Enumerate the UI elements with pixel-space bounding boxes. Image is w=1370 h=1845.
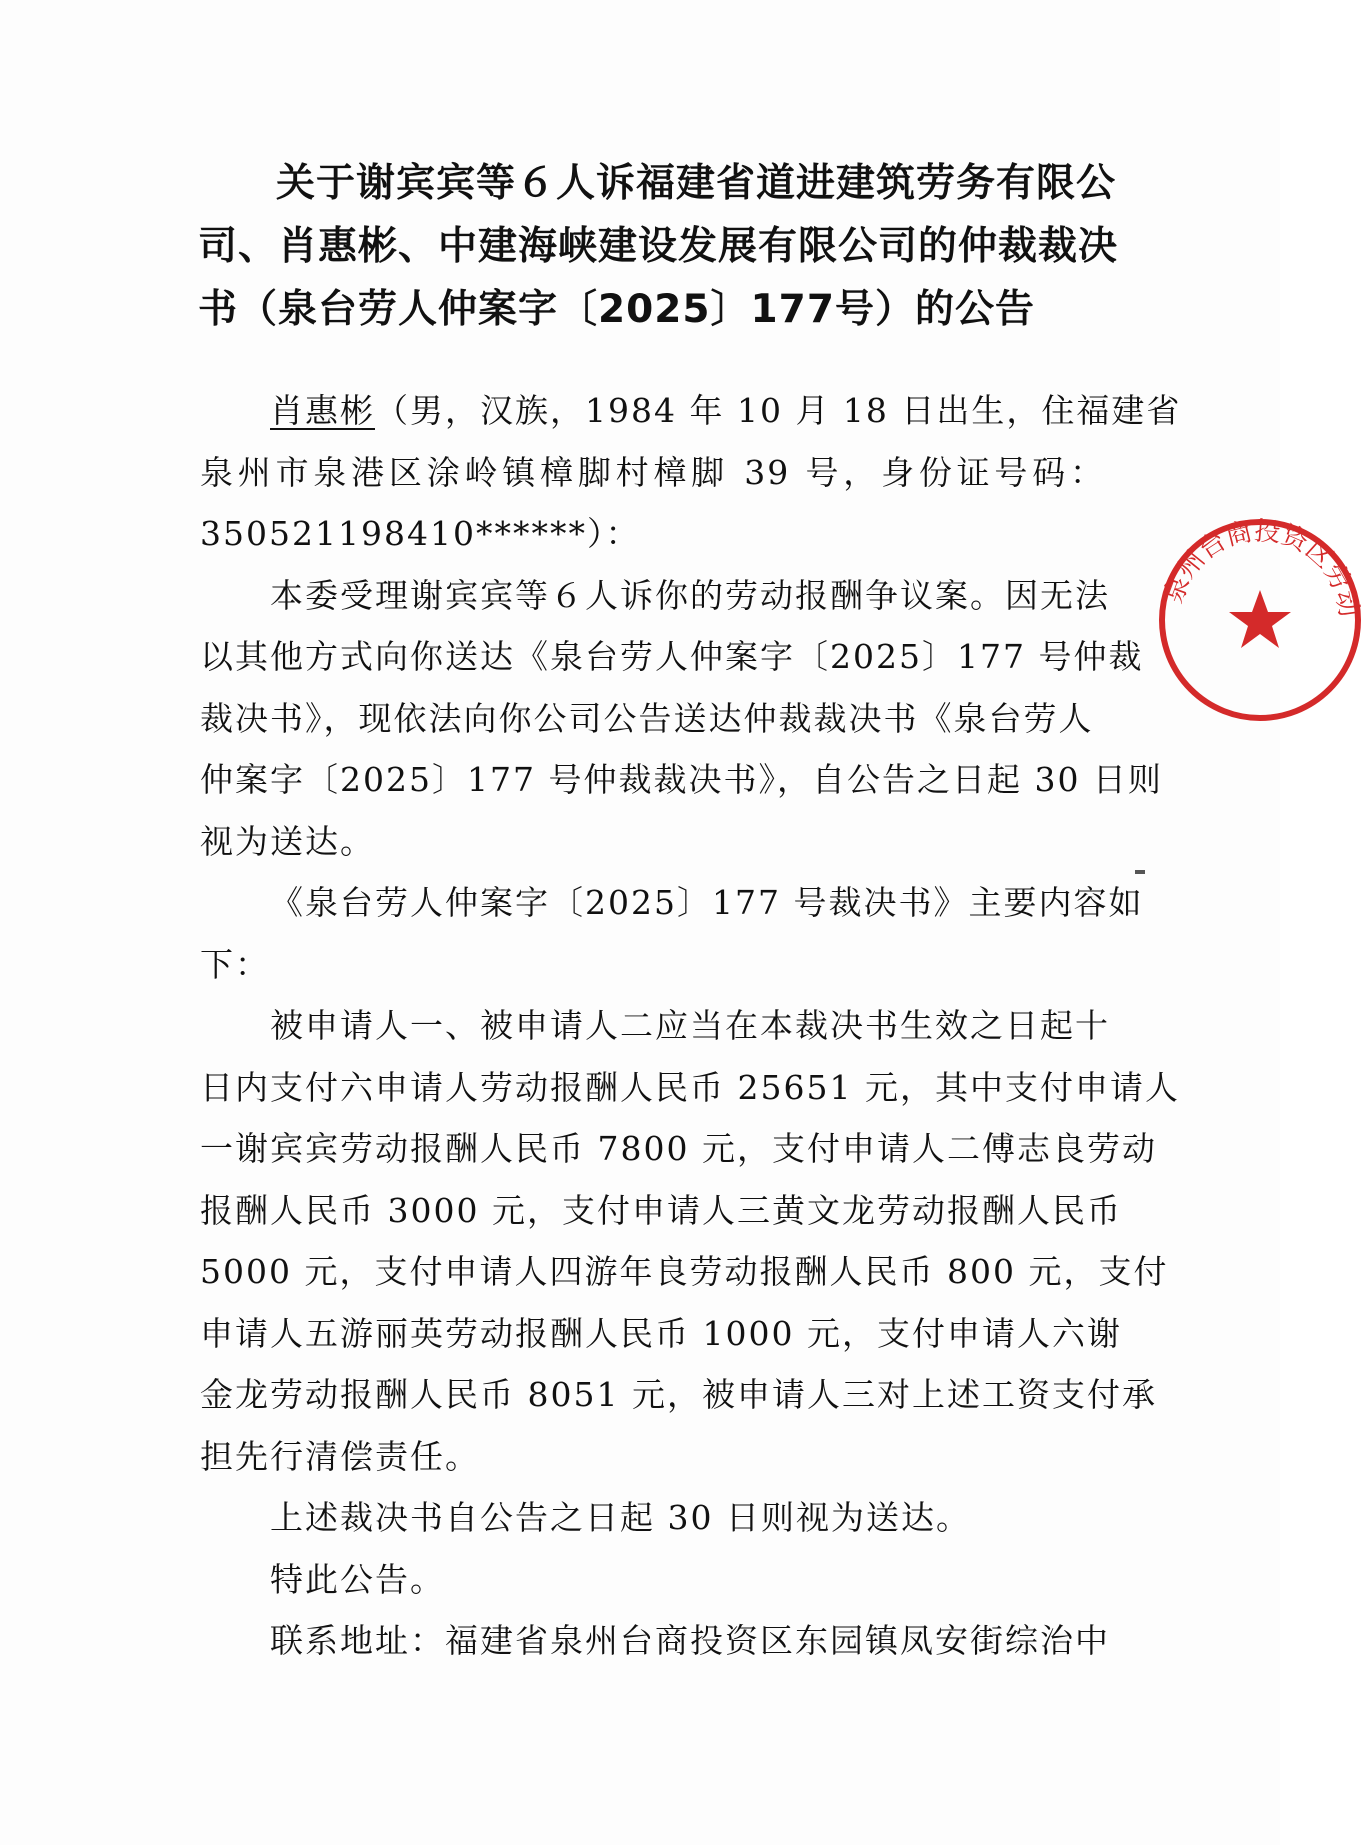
paragraph-line: 《泉台劳人仲案字〔2025〕177 号裁决书》主要内容如 xyxy=(270,883,1144,922)
paragraph-line: 仲案字〔2025〕177 号仲裁裁决书》，自公告之日起 30 日则 xyxy=(200,760,1163,799)
paragraph-line: 下： xyxy=(200,944,270,984)
document-body xyxy=(200,380,1182,1672)
document-title xyxy=(198,152,1119,341)
respondent-id: 350521198410******）： xyxy=(200,514,641,553)
paragraph-line: 一谢宾宾劳动报酬人民币 7800 元，支付申请人二傅志良劳动 xyxy=(200,1129,1157,1168)
title-line: 关于谢宾宾等６人诉福建省道进建筑劳务有限公 xyxy=(276,161,1117,206)
official-seal xyxy=(1150,510,1370,730)
announcement-closing: 特此公告。 xyxy=(270,1559,445,1599)
respondent-details: （男，汉族，1984 年 10 月 18 日出生，住福建省 xyxy=(375,391,1182,430)
delivery-notice: 上述裁决书自公告之日起 30 日则视为送达。 xyxy=(270,1498,971,1537)
paragraph-line: 金龙劳动报酬人民币 8051 元，被申请人三对上述工资支付承 xyxy=(200,1375,1157,1414)
seal-star-icon xyxy=(1229,590,1291,648)
paragraph-line: 视为送达。 xyxy=(200,821,375,861)
title-line: 书（泉台劳人仲案字〔2025〕177号）的公告 xyxy=(198,287,1035,332)
paragraph-line: 裁决书》，现依法向你公司公告送达仲裁裁决书《泉台劳人 xyxy=(200,698,1094,738)
scan-mark xyxy=(1135,870,1145,874)
paragraph-line: 担先行清偿责任。 xyxy=(200,1436,480,1476)
paragraph-line: 报酬人民币 3000 元，支付申请人三黄文龙劳动报酬人民币 xyxy=(200,1190,1122,1230)
paragraph-line: 5000 元，支付申请人四游年良劳动报酬人民币 800 元，支付 xyxy=(200,1252,1169,1291)
paragraph-line: 日内支付六申请人劳动报酬人民币 25651 元，其中支付申请人 xyxy=(200,1067,1180,1107)
respondent-line xyxy=(200,380,1182,442)
respondent-name: 肖惠彬 xyxy=(270,391,375,430)
title-line: 司、肖惠彬、中建海峡建设发展有限公司的仲裁裁决 xyxy=(198,224,1119,269)
contact-address: 联系地址：福建省泉州台商投资区东园镇凤安街综治中 xyxy=(270,1621,1110,1660)
paragraph-line: 本委受理谢宾宾等６人诉你的劳动报酬争议案。因无法 xyxy=(270,575,1110,615)
seal-text-path: 泉州台商投资区劳动 xyxy=(1158,516,1364,620)
paragraph-line: 以其他方式向你送达《泉台劳人仲案字〔2025〕177 号仲裁 xyxy=(200,637,1144,676)
paragraph-line: 申请人五游丽英劳动报酬人民币 1000 元，支付申请人六谢 xyxy=(200,1313,1122,1353)
paragraph-line: 被申请人一、被申请人二应当在本裁决书生效之日起十 xyxy=(270,1006,1110,1045)
respondent-address: 泉州市泉港区涂岭镇樟脚村樟脚 39 号，身份证号码： xyxy=(200,452,1105,492)
